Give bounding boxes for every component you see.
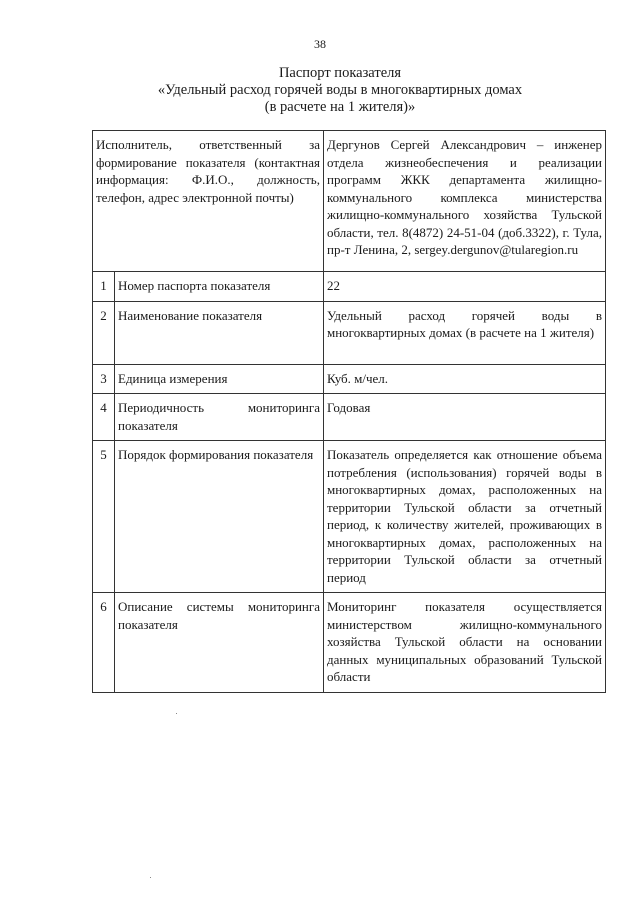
row-label: Единица измерения (115, 364, 324, 394)
row-value: Показатель определяется как отношение объема потребления (использования) горячей воды в многоквартирных домах, расположенных на территории Тульской области за отчетный период, к количеству жителей, проживающих в многоквартирных домах, расположенных на территории Тульской области за отчетный период (324, 441, 606, 593)
table-row (93, 364, 606, 394)
row-value: Удельный расход горячей воды в многоквартирных домах (в расчете на 1 жителя) (324, 301, 606, 364)
scan-speck (150, 877, 151, 878)
row-number: 5 (93, 441, 115, 593)
row-value: Мониторинг показателя осуществляется министерством жилищно-коммунального хозяйства Тульской области на основании данных муниципальных образований Тульской области (324, 593, 606, 693)
executor-value: Дергунов Сергей Александрович – инженер отдела жизнеобеспечения и реализации программ ЖКК департамента жилищно-коммунального комплекса министерства жилищно-коммунального хозяйства Тульской области, тел. 8(4872) 24-51-04 (доб.3322), г. Тула, пр-т Ленина, 2, sergey.dergunov@tularegion.ru (324, 131, 606, 272)
table-row (93, 593, 606, 693)
row-number: 3 (93, 364, 115, 394)
row-number: 6 (93, 593, 115, 693)
row-label: Периодичность мониторинга показателя (115, 394, 324, 441)
row-label: Номер паспорта показателя (115, 272, 324, 302)
row-label: Порядок формирования показателя (115, 441, 324, 593)
title-line-2: «Удельный расход горячей воды в многоквартирных домах (157, 82, 523, 98)
passport-table (92, 130, 606, 693)
scan-speck (176, 713, 177, 714)
page-number: 38 (314, 37, 326, 51)
row-number: 4 (93, 394, 115, 441)
table-row (93, 301, 606, 364)
table-row-executor (93, 131, 606, 272)
row-number: 1 (93, 272, 115, 302)
table-row (93, 272, 606, 302)
row-value: Годовая (324, 394, 606, 441)
table-row (93, 394, 606, 441)
row-label: Описание системы мониторинга показателя (115, 593, 324, 693)
row-value: 22 (324, 272, 606, 302)
title-line-1: Паспорт показателя (278, 65, 402, 81)
row-label: Наименование показателя (115, 301, 324, 364)
table-row (93, 441, 606, 593)
title-line-3: (в расчете на 1 жителя)» (264, 99, 416, 115)
executor-label: Исполнитель, ответственный за формирование показателя (контактная информация: Ф.И.О., должность, телефон, адрес электронной почты) (93, 131, 324, 272)
document-title (60, 65, 620, 116)
row-value: Куб. м/чел. (324, 364, 606, 394)
row-number: 2 (93, 301, 115, 364)
